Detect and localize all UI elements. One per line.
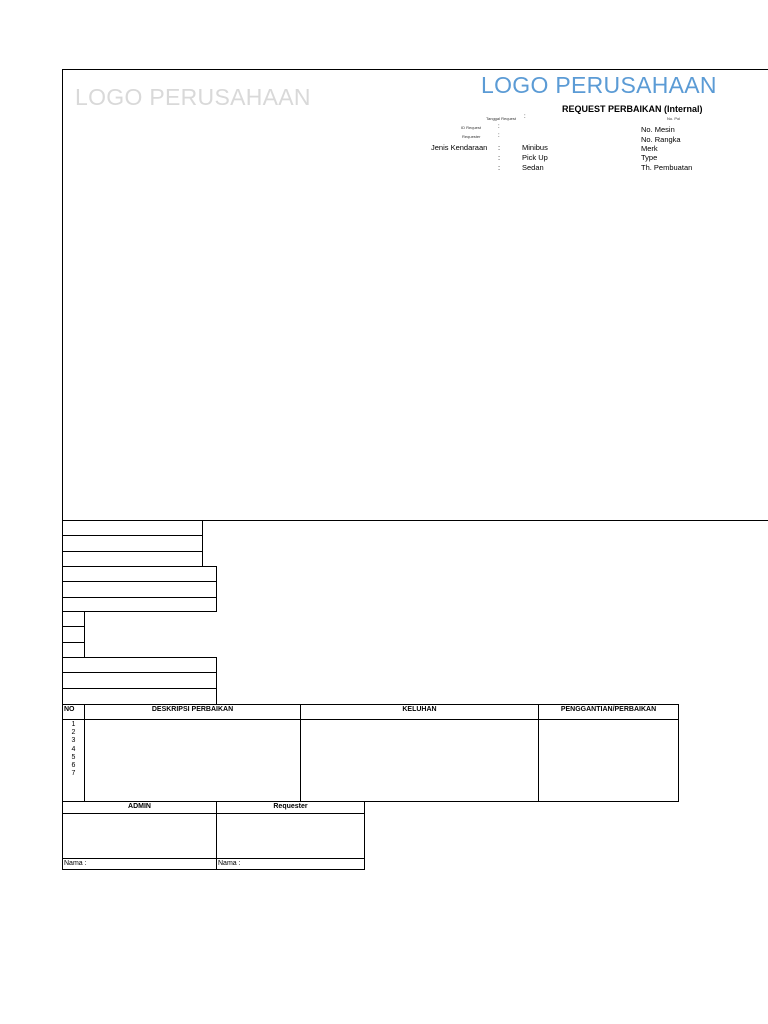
grid-box [62, 551, 203, 567]
table-header-deskripsi [84, 704, 301, 720]
nama-requester-cell [216, 858, 365, 870]
row-number: 7 [71, 770, 76, 778]
id-colon: : [498, 124, 500, 130]
table-header-keluhan-label: KELUHAN [402, 706, 437, 713]
type-label: Type [641, 153, 658, 162]
logo-right: LOGO PERUSAHAAN [481, 72, 717, 98]
grid-box [62, 672, 217, 689]
vehicle-type-minibus: Minibus [522, 143, 548, 152]
row-number: 4 [71, 745, 76, 753]
requester-sign-label: Requester [273, 803, 308, 810]
grid-box [62, 597, 217, 612]
form-title: REQUEST PERBAIKAN (Internal) [562, 104, 703, 114]
table-body-no [62, 719, 85, 802]
grid-box [62, 535, 203, 552]
vehicle-type-pickup: Pick Up [522, 153, 548, 162]
vehicle-colon-2: : [498, 153, 501, 162]
vehicle-type-sedan: Sedan [522, 163, 544, 172]
grid-box [62, 688, 217, 705]
grid-box [62, 611, 85, 627]
row-number: 3 [71, 737, 76, 745]
nopol-label: No. Pol [667, 116, 681, 121]
table-header-penggantian-label: PENGGANTIAN/PERBAIKAN [560, 706, 657, 713]
nama-admin-label: Nama : [64, 860, 87, 867]
table-body-keluhan[interactable] [300, 719, 539, 802]
table-header-no-label: NO [64, 706, 75, 713]
id-request-label: ID Request [461, 125, 482, 130]
admin-label: ADMIN [128, 803, 151, 810]
tanggal-request-label: Tanggal Request [486, 116, 517, 121]
requester-label: Requester [462, 134, 481, 139]
table-header-no [62, 704, 85, 720]
merk-label: Merk [641, 144, 658, 153]
table-header-keluhan [300, 704, 539, 720]
table-body-penggantian[interactable] [538, 719, 679, 802]
signature-area-admin[interactable] [62, 813, 217, 859]
logo-left: LOGO PERUSAHAAN [75, 84, 311, 110]
row-number: 2 [71, 729, 76, 737]
nama-requester-label: Nama : [218, 860, 241, 867]
row-number: 5 [71, 753, 76, 761]
row-number: 1 [71, 721, 76, 728]
grid-box [62, 642, 85, 658]
row-number: 6 [71, 762, 76, 770]
grid-box [62, 581, 217, 598]
grid-box [62, 626, 85, 643]
tanggal-colon: : [524, 114, 526, 120]
table-header-penggantian [538, 704, 679, 720]
nama-admin-cell [62, 858, 217, 870]
table-body-deskripsi[interactable] [84, 719, 301, 802]
requester-colon: : [498, 133, 500, 139]
vehicle-colon-3: : [498, 163, 501, 172]
no-mesin-label: No. Mesin [641, 125, 675, 134]
grid-box [62, 566, 217, 582]
row-number-list [63, 720, 84, 778]
jenis-kendaraan-label: Jenis Kendaraan [431, 143, 488, 152]
vehicle-colon-1: : [498, 143, 501, 152]
table-header-deskripsi-label: DESKRIPSI PERBAIKAN [151, 706, 234, 713]
grid-box [62, 657, 217, 673]
grid-box [62, 520, 203, 536]
no-rangka-label: No. Rangka [641, 135, 681, 144]
th-pembuatan-label: Th. Pembuatan [641, 163, 693, 172]
signature-area-requester[interactable] [216, 813, 365, 859]
